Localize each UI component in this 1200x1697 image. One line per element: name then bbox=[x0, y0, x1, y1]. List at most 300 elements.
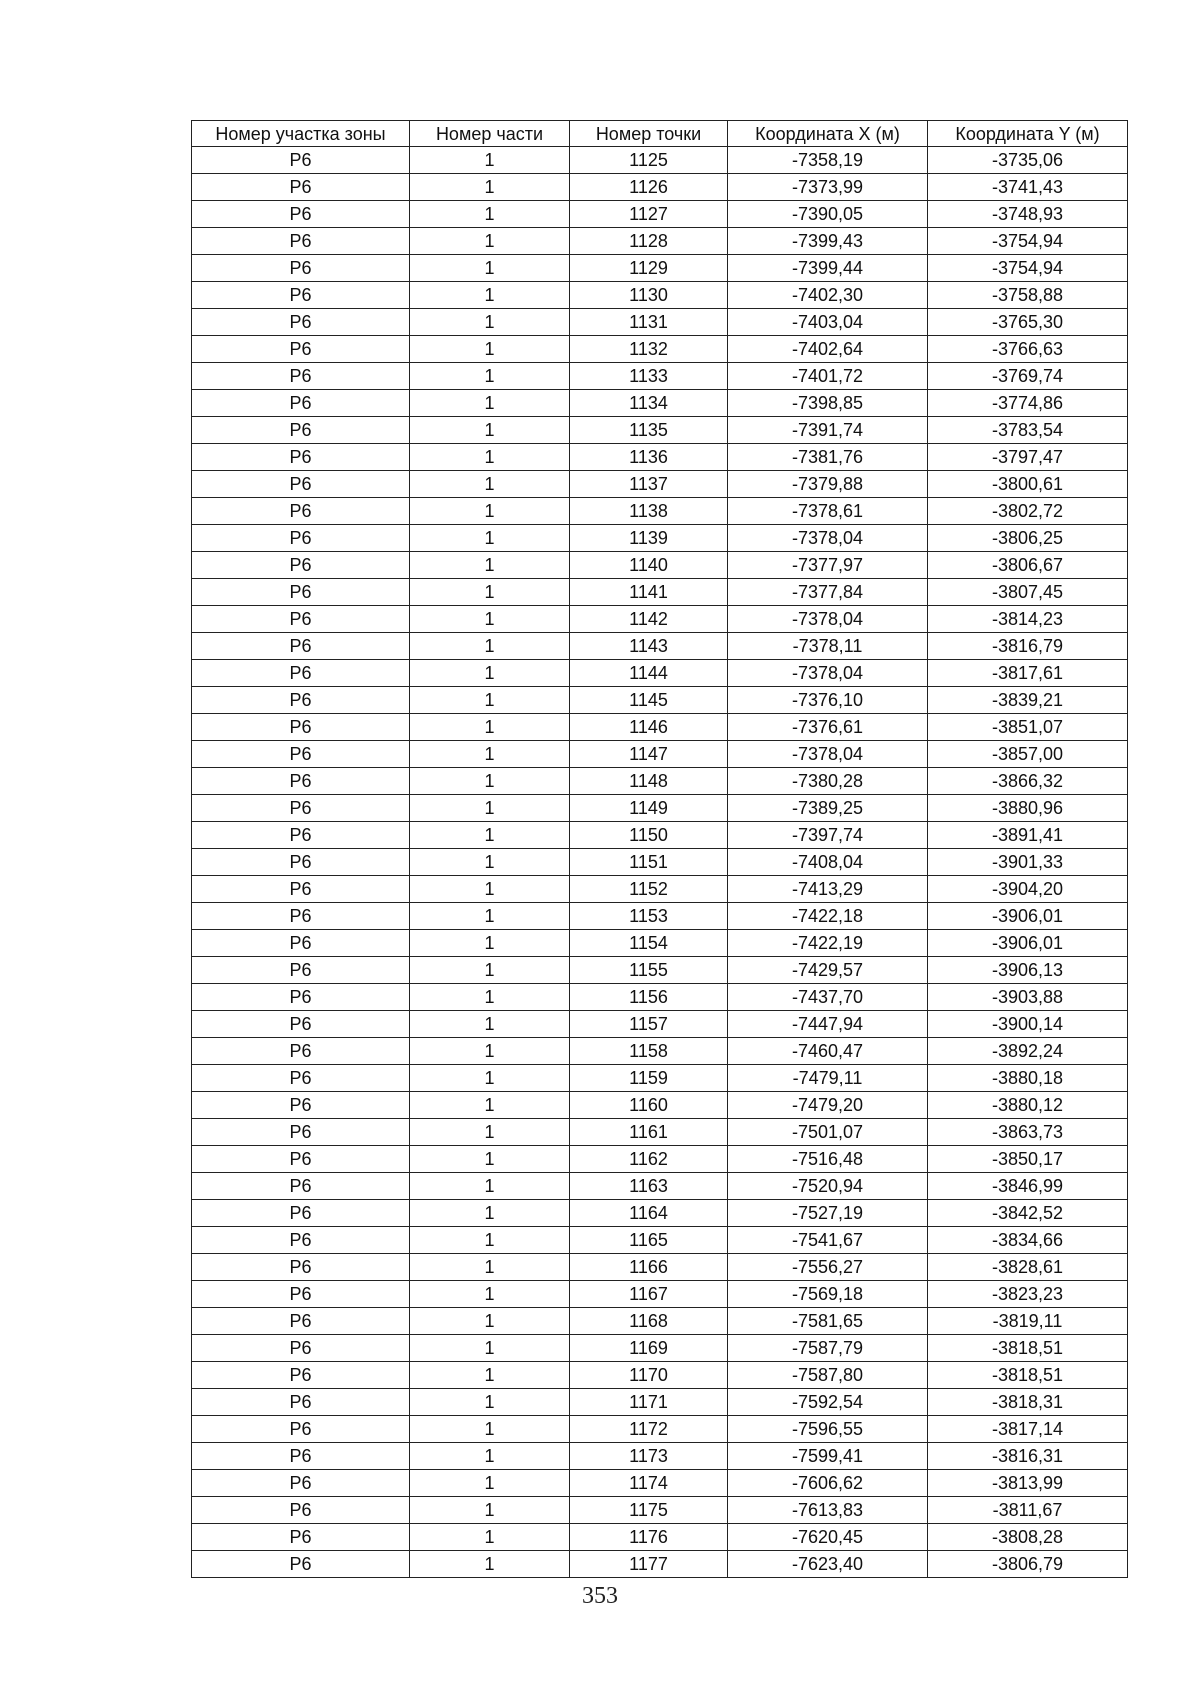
cell-part-number: 1 bbox=[410, 1524, 570, 1551]
cell-coordinate-x: -7527,19 bbox=[728, 1200, 928, 1227]
cell-coordinate-x: -7613,83 bbox=[728, 1497, 928, 1524]
cell-coordinate-y: -3819,11 bbox=[928, 1308, 1128, 1335]
cell-point-number: 1166 bbox=[570, 1254, 728, 1281]
cell-zone-section: Р6 bbox=[192, 417, 410, 444]
cell-coordinate-x: -7402,30 bbox=[728, 282, 928, 309]
cell-zone-section: Р6 bbox=[192, 1470, 410, 1497]
cell-coordinate-y: -3741,43 bbox=[928, 174, 1128, 201]
cell-part-number: 1 bbox=[410, 471, 570, 498]
cell-coordinate-x: -7398,85 bbox=[728, 390, 928, 417]
cell-coordinate-y: -3817,14 bbox=[928, 1416, 1128, 1443]
cell-zone-section: Р6 bbox=[192, 903, 410, 930]
table-row bbox=[192, 606, 1128, 633]
cell-zone-section: Р6 bbox=[192, 147, 410, 174]
cell-zone-section: Р6 bbox=[192, 957, 410, 984]
cell-part-number: 1 bbox=[410, 1389, 570, 1416]
cell-part-number: 1 bbox=[410, 1308, 570, 1335]
cell-coordinate-x: -7378,04 bbox=[728, 741, 928, 768]
cell-point-number: 1156 bbox=[570, 984, 728, 1011]
cell-part-number: 1 bbox=[410, 1281, 570, 1308]
table-row bbox=[192, 1335, 1128, 1362]
cell-coordinate-x: -7501,07 bbox=[728, 1119, 928, 1146]
cell-coordinate-y: -3817,61 bbox=[928, 660, 1128, 687]
cell-part-number: 1 bbox=[410, 255, 570, 282]
table-row bbox=[192, 1011, 1128, 1038]
cell-coordinate-x: -7380,28 bbox=[728, 768, 928, 795]
cell-point-number: 1146 bbox=[570, 714, 728, 741]
cell-coordinate-y: -3808,28 bbox=[928, 1524, 1128, 1551]
cell-zone-section: Р6 bbox=[192, 1200, 410, 1227]
cell-coordinate-x: -7596,55 bbox=[728, 1416, 928, 1443]
table-row bbox=[192, 1362, 1128, 1389]
cell-coordinate-y: -3802,72 bbox=[928, 498, 1128, 525]
cell-point-number: 1151 bbox=[570, 849, 728, 876]
cell-coordinate-x: -7379,88 bbox=[728, 471, 928, 498]
cell-zone-section: Р6 bbox=[192, 579, 410, 606]
cell-part-number: 1 bbox=[410, 633, 570, 660]
cell-coordinate-y: -3900,14 bbox=[928, 1011, 1128, 1038]
cell-zone-section: Р6 bbox=[192, 1227, 410, 1254]
cell-coordinate-x: -7399,44 bbox=[728, 255, 928, 282]
cell-point-number: 1136 bbox=[570, 444, 728, 471]
cell-zone-section: Р6 bbox=[192, 1551, 410, 1578]
cell-coordinate-x: -7390,05 bbox=[728, 201, 928, 228]
cell-point-number: 1162 bbox=[570, 1146, 728, 1173]
cell-coordinate-y: -3765,30 bbox=[928, 309, 1128, 336]
cell-part-number: 1 bbox=[410, 1497, 570, 1524]
cell-point-number: 1144 bbox=[570, 660, 728, 687]
cell-zone-section: Р6 bbox=[192, 255, 410, 282]
cell-zone-section: Р6 bbox=[192, 1146, 410, 1173]
cell-point-number: 1137 bbox=[570, 471, 728, 498]
table-row bbox=[192, 390, 1128, 417]
table-row bbox=[192, 201, 1128, 228]
cell-part-number: 1 bbox=[410, 984, 570, 1011]
cell-point-number: 1171 bbox=[570, 1389, 728, 1416]
table-row bbox=[192, 1389, 1128, 1416]
cell-zone-section: Р6 bbox=[192, 606, 410, 633]
table-row bbox=[192, 1443, 1128, 1470]
cell-part-number: 1 bbox=[410, 849, 570, 876]
cell-point-number: 1165 bbox=[570, 1227, 728, 1254]
cell-point-number: 1152 bbox=[570, 876, 728, 903]
cell-point-number: 1130 bbox=[570, 282, 728, 309]
cell-point-number: 1169 bbox=[570, 1335, 728, 1362]
cell-point-number: 1126 bbox=[570, 174, 728, 201]
cell-point-number: 1167 bbox=[570, 1281, 728, 1308]
cell-zone-section: Р6 bbox=[192, 1524, 410, 1551]
cell-zone-section: Р6 bbox=[192, 471, 410, 498]
cell-coordinate-y: -3758,88 bbox=[928, 282, 1128, 309]
cell-coordinate-x: -7620,45 bbox=[728, 1524, 928, 1551]
cell-coordinate-y: -3904,20 bbox=[928, 876, 1128, 903]
table-row bbox=[192, 1092, 1128, 1119]
cell-part-number: 1 bbox=[410, 147, 570, 174]
cell-part-number: 1 bbox=[410, 687, 570, 714]
cell-coordinate-y: -3834,66 bbox=[928, 1227, 1128, 1254]
cell-coordinate-x: -7376,10 bbox=[728, 687, 928, 714]
cell-zone-section: Р6 bbox=[192, 552, 410, 579]
table-row bbox=[192, 552, 1128, 579]
cell-part-number: 1 bbox=[410, 363, 570, 390]
cell-part-number: 1 bbox=[410, 1362, 570, 1389]
header-zone-section-number: Номер участка зоны bbox=[192, 121, 410, 147]
table-row bbox=[192, 525, 1128, 552]
cell-point-number: 1160 bbox=[570, 1092, 728, 1119]
cell-zone-section: Р6 bbox=[192, 201, 410, 228]
cell-point-number: 1133 bbox=[570, 363, 728, 390]
cell-part-number: 1 bbox=[410, 606, 570, 633]
table-row bbox=[192, 1470, 1128, 1497]
cell-zone-section: Р6 bbox=[192, 1065, 410, 1092]
cell-zone-section: Р6 bbox=[192, 336, 410, 363]
cell-part-number: 1 bbox=[410, 1119, 570, 1146]
cell-point-number: 1128 bbox=[570, 228, 728, 255]
cell-coordinate-y: -3774,86 bbox=[928, 390, 1128, 417]
cell-coordinate-x: -7397,74 bbox=[728, 822, 928, 849]
cell-zone-section: Р6 bbox=[192, 1389, 410, 1416]
table-row bbox=[192, 336, 1128, 363]
cell-coordinate-x: -7377,84 bbox=[728, 579, 928, 606]
cell-zone-section: Р6 bbox=[192, 282, 410, 309]
cell-zone-section: Р6 bbox=[192, 390, 410, 417]
cell-coordinate-x: -7556,27 bbox=[728, 1254, 928, 1281]
cell-coordinate-y: -3806,25 bbox=[928, 525, 1128, 552]
cell-coordinate-x: -7399,43 bbox=[728, 228, 928, 255]
cell-point-number: 1150 bbox=[570, 822, 728, 849]
cell-point-number: 1159 bbox=[570, 1065, 728, 1092]
table-row bbox=[192, 957, 1128, 984]
table-row bbox=[192, 174, 1128, 201]
cell-coordinate-y: -3811,67 bbox=[928, 1497, 1128, 1524]
table-row bbox=[192, 1281, 1128, 1308]
coordinates-table bbox=[191, 120, 1128, 1578]
cell-coordinate-y: -3816,79 bbox=[928, 633, 1128, 660]
cell-coordinate-x: -7541,67 bbox=[728, 1227, 928, 1254]
cell-part-number: 1 bbox=[410, 309, 570, 336]
table-row bbox=[192, 984, 1128, 1011]
table-row bbox=[192, 282, 1128, 309]
table-row bbox=[192, 147, 1128, 174]
cell-coordinate-y: -3863,73 bbox=[928, 1119, 1128, 1146]
cell-part-number: 1 bbox=[410, 498, 570, 525]
cell-coordinate-y: -3906,01 bbox=[928, 903, 1128, 930]
cell-coordinate-y: -3903,88 bbox=[928, 984, 1128, 1011]
cell-part-number: 1 bbox=[410, 1335, 570, 1362]
cell-zone-section: Р6 bbox=[192, 687, 410, 714]
cell-part-number: 1 bbox=[410, 903, 570, 930]
table-row bbox=[192, 1173, 1128, 1200]
cell-zone-section: Р6 bbox=[192, 714, 410, 741]
cell-coordinate-y: -3818,51 bbox=[928, 1362, 1128, 1389]
cell-coordinate-x: -7606,62 bbox=[728, 1470, 928, 1497]
cell-coordinate-x: -7520,94 bbox=[728, 1173, 928, 1200]
cell-point-number: 1158 bbox=[570, 1038, 728, 1065]
cell-zone-section: Р6 bbox=[192, 174, 410, 201]
cell-coordinate-x: -7378,04 bbox=[728, 525, 928, 552]
cell-part-number: 1 bbox=[410, 795, 570, 822]
cell-coordinate-y: -3816,31 bbox=[928, 1443, 1128, 1470]
cell-coordinate-x: -7377,97 bbox=[728, 552, 928, 579]
cell-point-number: 1138 bbox=[570, 498, 728, 525]
cell-part-number: 1 bbox=[410, 1065, 570, 1092]
cell-part-number: 1 bbox=[410, 444, 570, 471]
cell-coordinate-y: -3754,94 bbox=[928, 255, 1128, 282]
cell-point-number: 1175 bbox=[570, 1497, 728, 1524]
cell-coordinate-x: -7429,57 bbox=[728, 957, 928, 984]
cell-zone-section: Р6 bbox=[192, 876, 410, 903]
table-row bbox=[192, 741, 1128, 768]
cell-coordinate-x: -7516,48 bbox=[728, 1146, 928, 1173]
cell-zone-section: Р6 bbox=[192, 984, 410, 1011]
cell-point-number: 1125 bbox=[570, 147, 728, 174]
cell-point-number: 1176 bbox=[570, 1524, 728, 1551]
cell-coordinate-y: -3901,33 bbox=[928, 849, 1128, 876]
cell-coordinate-x: -7447,94 bbox=[728, 1011, 928, 1038]
table-row bbox=[192, 1146, 1128, 1173]
cell-coordinate-y: -3818,31 bbox=[928, 1389, 1128, 1416]
table-row bbox=[192, 1551, 1128, 1578]
table-row bbox=[192, 579, 1128, 606]
cell-coordinate-x: -7581,65 bbox=[728, 1308, 928, 1335]
table-row bbox=[192, 903, 1128, 930]
cell-coordinate-x: -7587,80 bbox=[728, 1362, 928, 1389]
cell-part-number: 1 bbox=[410, 525, 570, 552]
cell-coordinate-y: -3818,51 bbox=[928, 1335, 1128, 1362]
table-row bbox=[192, 1254, 1128, 1281]
cell-coordinate-x: -7401,72 bbox=[728, 363, 928, 390]
cell-zone-section: Р6 bbox=[192, 1092, 410, 1119]
cell-zone-section: Р6 bbox=[192, 363, 410, 390]
table-row bbox=[192, 1227, 1128, 1254]
header-coordinate-x: Координата X (м) bbox=[728, 121, 928, 147]
cell-part-number: 1 bbox=[410, 1227, 570, 1254]
cell-point-number: 1134 bbox=[570, 390, 728, 417]
header-part-number: Номер части bbox=[410, 121, 570, 147]
cell-point-number: 1147 bbox=[570, 741, 728, 768]
cell-point-number: 1153 bbox=[570, 903, 728, 930]
cell-part-number: 1 bbox=[410, 1551, 570, 1578]
cell-zone-section: Р6 bbox=[192, 1443, 410, 1470]
cell-coordinate-y: -3891,41 bbox=[928, 822, 1128, 849]
cell-coordinate-x: -7381,76 bbox=[728, 444, 928, 471]
cell-coordinate-y: -3846,99 bbox=[928, 1173, 1128, 1200]
cell-point-number: 1170 bbox=[570, 1362, 728, 1389]
cell-point-number: 1129 bbox=[570, 255, 728, 282]
cell-coordinate-y: -3906,13 bbox=[928, 957, 1128, 984]
table-row bbox=[192, 876, 1128, 903]
cell-zone-section: Р6 bbox=[192, 633, 410, 660]
cell-coordinate-x: -7479,20 bbox=[728, 1092, 928, 1119]
cell-coordinate-y: -3850,17 bbox=[928, 1146, 1128, 1173]
table-row bbox=[192, 471, 1128, 498]
cell-zone-section: Р6 bbox=[192, 444, 410, 471]
table-row bbox=[192, 633, 1128, 660]
cell-coordinate-y: -3807,45 bbox=[928, 579, 1128, 606]
cell-part-number: 1 bbox=[410, 1173, 570, 1200]
cell-point-number: 1155 bbox=[570, 957, 728, 984]
cell-zone-section: Р6 bbox=[192, 1335, 410, 1362]
cell-zone-section: Р6 bbox=[192, 795, 410, 822]
cell-coordinate-y: -3866,32 bbox=[928, 768, 1128, 795]
table-row bbox=[192, 309, 1128, 336]
cell-part-number: 1 bbox=[410, 336, 570, 363]
cell-point-number: 1173 bbox=[570, 1443, 728, 1470]
cell-zone-section: Р6 bbox=[192, 930, 410, 957]
cell-coordinate-y: -3783,54 bbox=[928, 417, 1128, 444]
cell-coordinate-y: -3800,61 bbox=[928, 471, 1128, 498]
cell-zone-section: Р6 bbox=[192, 228, 410, 255]
cell-coordinate-y: -3892,24 bbox=[928, 1038, 1128, 1065]
cell-zone-section: Р6 bbox=[192, 1308, 410, 1335]
page-number: 353 bbox=[582, 1583, 618, 1609]
cell-coordinate-x: -7376,61 bbox=[728, 714, 928, 741]
cell-part-number: 1 bbox=[410, 174, 570, 201]
cell-point-number: 1164 bbox=[570, 1200, 728, 1227]
cell-coordinate-y: -3769,74 bbox=[928, 363, 1128, 390]
cell-coordinate-y: -3880,12 bbox=[928, 1092, 1128, 1119]
cell-part-number: 1 bbox=[410, 1470, 570, 1497]
table-header bbox=[192, 121, 1128, 147]
cell-zone-section: Р6 bbox=[192, 741, 410, 768]
cell-coordinate-y: -3839,21 bbox=[928, 687, 1128, 714]
cell-coordinate-y: -3766,63 bbox=[928, 336, 1128, 363]
cell-coordinate-y: -3806,67 bbox=[928, 552, 1128, 579]
cell-coordinate-y: -3906,01 bbox=[928, 930, 1128, 957]
table-row bbox=[192, 444, 1128, 471]
cell-point-number: 1141 bbox=[570, 579, 728, 606]
cell-coordinate-x: -7389,25 bbox=[728, 795, 928, 822]
cell-part-number: 1 bbox=[410, 768, 570, 795]
table-row bbox=[192, 822, 1128, 849]
cell-zone-section: Р6 bbox=[192, 1173, 410, 1200]
cell-coordinate-x: -7569,18 bbox=[728, 1281, 928, 1308]
cell-zone-section: Р6 bbox=[192, 1362, 410, 1389]
cell-part-number: 1 bbox=[410, 1254, 570, 1281]
cell-point-number: 1172 bbox=[570, 1416, 728, 1443]
cell-part-number: 1 bbox=[410, 660, 570, 687]
cell-zone-section: Р6 bbox=[192, 660, 410, 687]
cell-zone-section: Р6 bbox=[192, 822, 410, 849]
cell-coordinate-x: -7587,79 bbox=[728, 1335, 928, 1362]
cell-coordinate-y: -3842,52 bbox=[928, 1200, 1128, 1227]
cell-coordinate-x: -7378,61 bbox=[728, 498, 928, 525]
cell-part-number: 1 bbox=[410, 390, 570, 417]
cell-coordinate-y: -3880,18 bbox=[928, 1065, 1128, 1092]
cell-point-number: 1127 bbox=[570, 201, 728, 228]
cell-part-number: 1 bbox=[410, 282, 570, 309]
table-row bbox=[192, 795, 1128, 822]
cell-coordinate-y: -3806,79 bbox=[928, 1551, 1128, 1578]
cell-coordinate-y: -3813,99 bbox=[928, 1470, 1128, 1497]
cell-part-number: 1 bbox=[410, 201, 570, 228]
cell-coordinate-x: -7373,99 bbox=[728, 174, 928, 201]
cell-zone-section: Р6 bbox=[192, 1254, 410, 1281]
cell-part-number: 1 bbox=[410, 552, 570, 579]
cell-zone-section: Р6 bbox=[192, 309, 410, 336]
cell-zone-section: Р6 bbox=[192, 1011, 410, 1038]
cell-part-number: 1 bbox=[410, 930, 570, 957]
cell-coordinate-x: -7623,40 bbox=[728, 1551, 928, 1578]
cell-part-number: 1 bbox=[410, 741, 570, 768]
cell-coordinate-y: -3851,07 bbox=[928, 714, 1128, 741]
cell-coordinate-x: -7378,04 bbox=[728, 606, 928, 633]
cell-part-number: 1 bbox=[410, 1092, 570, 1119]
cell-point-number: 1149 bbox=[570, 795, 728, 822]
table-row bbox=[192, 1524, 1128, 1551]
cell-point-number: 1140 bbox=[570, 552, 728, 579]
cell-coordinate-y: -3814,23 bbox=[928, 606, 1128, 633]
cell-part-number: 1 bbox=[410, 714, 570, 741]
header-point-number: Номер точки bbox=[570, 121, 728, 147]
cell-coordinate-y: -3857,00 bbox=[928, 741, 1128, 768]
cell-point-number: 1157 bbox=[570, 1011, 728, 1038]
header-coordinate-y: Координата Y (м) bbox=[928, 121, 1128, 147]
cell-coordinate-x: -7408,04 bbox=[728, 849, 928, 876]
cell-point-number: 1145 bbox=[570, 687, 728, 714]
table-row bbox=[192, 1497, 1128, 1524]
cell-coordinate-y: -3828,61 bbox=[928, 1254, 1128, 1281]
cell-point-number: 1168 bbox=[570, 1308, 728, 1335]
cell-coordinate-y: -3797,47 bbox=[928, 444, 1128, 471]
cell-coordinate-x: -7599,41 bbox=[728, 1443, 928, 1470]
cell-point-number: 1142 bbox=[570, 606, 728, 633]
table-row bbox=[192, 1038, 1128, 1065]
cell-coordinate-y: -3735,06 bbox=[928, 147, 1128, 174]
cell-coordinate-y: -3880,96 bbox=[928, 795, 1128, 822]
cell-part-number: 1 bbox=[410, 1443, 570, 1470]
cell-zone-section: Р6 bbox=[192, 849, 410, 876]
cell-coordinate-x: -7402,64 bbox=[728, 336, 928, 363]
cell-coordinate-y: -3823,23 bbox=[928, 1281, 1128, 1308]
cell-zone-section: Р6 bbox=[192, 525, 410, 552]
cell-point-number: 1163 bbox=[570, 1173, 728, 1200]
table-row bbox=[192, 417, 1128, 444]
table-row bbox=[192, 660, 1128, 687]
cell-coordinate-x: -7460,47 bbox=[728, 1038, 928, 1065]
cell-coordinate-x: -7378,04 bbox=[728, 660, 928, 687]
cell-part-number: 1 bbox=[410, 1011, 570, 1038]
cell-part-number: 1 bbox=[410, 417, 570, 444]
table-row bbox=[192, 1416, 1128, 1443]
cell-point-number: 1154 bbox=[570, 930, 728, 957]
cell-zone-section: Р6 bbox=[192, 768, 410, 795]
table-row bbox=[192, 228, 1128, 255]
cell-part-number: 1 bbox=[410, 579, 570, 606]
cell-point-number: 1148 bbox=[570, 768, 728, 795]
cell-zone-section: Р6 bbox=[192, 1497, 410, 1524]
table-row bbox=[192, 768, 1128, 795]
table-row bbox=[192, 1308, 1128, 1335]
cell-part-number: 1 bbox=[410, 957, 570, 984]
cell-zone-section: Р6 bbox=[192, 1038, 410, 1065]
cell-point-number: 1135 bbox=[570, 417, 728, 444]
table-row bbox=[192, 498, 1128, 525]
cell-coordinate-x: -7479,11 bbox=[728, 1065, 928, 1092]
cell-zone-section: Р6 bbox=[192, 1281, 410, 1308]
table-row bbox=[192, 1065, 1128, 1092]
cell-coordinate-x: -7422,19 bbox=[728, 930, 928, 957]
cell-part-number: 1 bbox=[410, 822, 570, 849]
cell-part-number: 1 bbox=[410, 228, 570, 255]
cell-coordinate-x: -7413,29 bbox=[728, 876, 928, 903]
table-row bbox=[192, 930, 1128, 957]
header-row bbox=[192, 121, 1128, 147]
table-row bbox=[192, 714, 1128, 741]
cell-point-number: 1132 bbox=[570, 336, 728, 363]
cell-point-number: 1177 bbox=[570, 1551, 728, 1578]
table-row bbox=[192, 255, 1128, 282]
